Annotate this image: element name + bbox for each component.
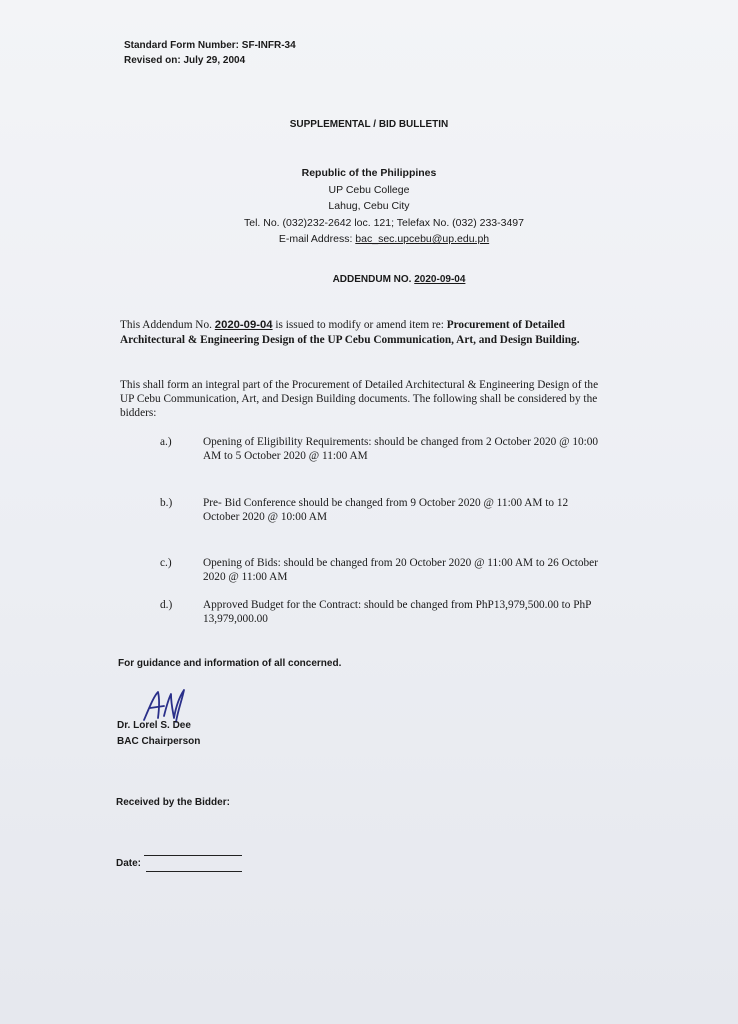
list-item-c xyxy=(160,556,620,588)
received-by-label: Received by the Bidder: xyxy=(116,797,230,808)
form-number: Standard Form Number: SF-INFR-34 xyxy=(124,40,296,51)
list-item-d xyxy=(160,598,620,630)
form-header xyxy=(124,38,296,68)
form-revised-date: Revised on: July 29, 2004 xyxy=(124,55,246,66)
org-address: Lahug, Cebu City xyxy=(328,200,410,212)
guidance-note: For guidance and information of all concerned. xyxy=(118,658,342,669)
addendum-label: ADDENDUM NO. xyxy=(332,274,412,285)
item-text: Approved Budget for the Contract: should be changed from PhP13,979,500.00 to PhP 13,979,000.00 xyxy=(203,599,592,625)
org-telephone: Tel. No. (032)232-2642 loc. 121; Telefax No. (032) 233-3497 xyxy=(244,216,524,229)
list-item-a xyxy=(160,435,620,481)
signature-line xyxy=(144,855,242,856)
org-country: Republic of the Philippines xyxy=(301,167,437,179)
org-college: UP Cebu College xyxy=(328,183,410,196)
item-text: Pre- Bid Conference should be changed from 9 October 2020 @ 11:00 AM to 12 October 2020 @ 10:00 AM xyxy=(203,497,569,523)
list-item-b xyxy=(160,496,620,528)
org-email-label: E-mail Address: xyxy=(278,233,353,245)
intro-middle: is issued to modify or amend item re: xyxy=(275,319,444,331)
intro-prefix: This Addendum No. xyxy=(120,319,212,331)
item-letter: d.) xyxy=(160,599,173,611)
item-text: Opening of Eligibility Requirements: should be changed from 2 October 2020 @ 10:00 AM to 5 October 2020 @ 11:00 AM xyxy=(203,436,599,462)
signatory-block xyxy=(117,718,200,750)
organization-block xyxy=(0,165,738,248)
intro-addendum-number: 2020-09-04 xyxy=(214,319,273,331)
addendum-title xyxy=(0,274,738,285)
item-letter: c.) xyxy=(160,557,172,569)
bulletin-title: SUPPLEMENTAL / BID BULLETIN xyxy=(289,119,449,130)
item-text: Opening of Bids: should be changed from 20 October 2020 @ 11:00 AM to 26 October 2020 @ 11:00 AM xyxy=(203,557,598,583)
org-email-link[interactable]: bac_sec.upcebu@up.edu.ph xyxy=(355,233,490,245)
org-email-line xyxy=(0,231,738,248)
date-label: Date: xyxy=(116,858,142,869)
intro-subject: Procurement of Detailed Architectural & Engineering Design of the UP Cebu Communication, Art, and Design Building. xyxy=(120,319,580,346)
scope-paragraph: This shall form an integral part of the Procurement of Detailed Architectural & Engineering Design of the UP Cebu Communication, Art, and Design Building documents. The following shall be considered by the bidders: xyxy=(120,379,599,419)
item-letter: b.) xyxy=(160,497,173,509)
item-letter: a.) xyxy=(160,436,172,448)
date-line xyxy=(146,871,242,872)
intro-paragraph xyxy=(120,318,600,347)
addendum-number: 2020-09-04 xyxy=(414,274,466,285)
signatory-title: BAC Chairperson xyxy=(117,736,201,747)
signatory-name: Dr. Lorel S. Dee xyxy=(117,720,191,731)
